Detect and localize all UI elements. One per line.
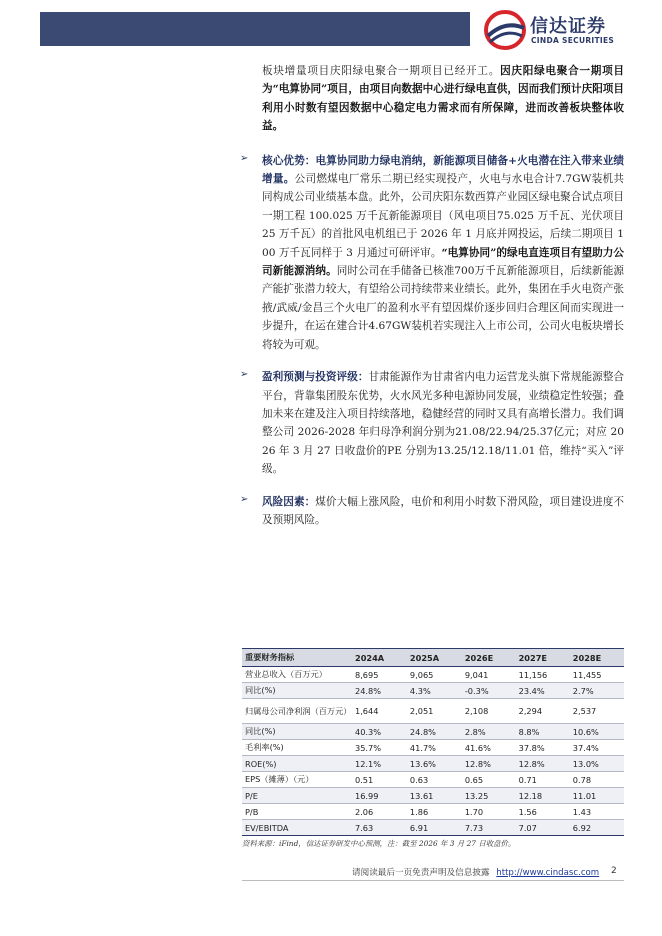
table-cell: 16.99	[352, 788, 407, 804]
table-row-label: 毛利率(%)	[242, 740, 352, 756]
table-cell: 41.6%	[462, 740, 516, 756]
table-cell: 4.3%	[407, 683, 462, 699]
table-cell: 2.7%	[570, 683, 624, 699]
table-row	[242, 788, 624, 804]
financial-table-wrap	[242, 648, 624, 836]
table-cell: 24.8%	[352, 683, 407, 699]
table-cell: 8.8%	[516, 724, 570, 740]
table-cell: 12.8%	[516, 756, 570, 772]
logo-text-en: CINDA SECURITIES	[531, 36, 615, 45]
table-row-label: 同比(%)	[242, 724, 352, 740]
table-cell: 40.3%	[352, 724, 407, 740]
table-cell: 0.65	[462, 772, 516, 788]
table-cell: 1,644	[352, 699, 407, 724]
arrow-bullet-icon: ➢	[240, 152, 249, 164]
bullet-head: 核心优势：电算协同助力绿电消纳，新能源项目储备+火电潜在注入带来业绩增量。	[262, 154, 624, 186]
table-header-cell: 2025A	[407, 649, 462, 667]
table-header-cell: 2026E	[462, 649, 516, 667]
footer	[352, 866, 599, 878]
table-cell: 11,455	[570, 667, 624, 683]
table-header-cell: 2028E	[570, 649, 624, 667]
table-cell: 7.73	[462, 820, 516, 836]
source-note: 资料来源：iFind，信达证券研发中心预测，注：截至 2026 年 3 月 27 日收盘价。	[242, 839, 516, 848]
table-row	[242, 820, 624, 836]
bullet-bold: “电算协同”的绿电直连项目有望助力公司新能源消纳。	[262, 246, 625, 278]
footer-url-link[interactable]: http://www.cindasc.com	[496, 868, 600, 878]
table-cell: 12.8%	[462, 756, 516, 772]
table-header-cell: 重要财务指标	[242, 649, 352, 667]
table-row	[242, 804, 624, 820]
intro-bold-text: 因庆阳绿电聚合一期项目为“电算协同”项目，由项目向数据中心进行绿电直供，因而我们预计庆阳项目利用小时数有望因数据中心稳定电力需求而有所保障，进而改善板块整体收益。	[262, 65, 625, 133]
bullet-earnings-forecast	[240, 368, 625, 478]
table-cell: 9,065	[407, 667, 462, 683]
table-cell: 10.6%	[570, 724, 624, 740]
table-cell: 0.78	[570, 772, 624, 788]
table-row	[242, 699, 624, 724]
table-cell: 13.6%	[407, 756, 462, 772]
table-cell: 2.06	[352, 804, 407, 820]
table-cell: 13.61	[407, 788, 462, 804]
bullet-core-advantage	[240, 152, 625, 354]
table-cell: 12.18	[516, 788, 570, 804]
table-body	[242, 667, 624, 836]
table-cell: 1.43	[570, 804, 624, 820]
table-cell: 37.4%	[570, 740, 624, 756]
bullet-head: 盈利预测与投资评级：	[262, 371, 369, 384]
table-row	[242, 772, 624, 788]
table-cell: 7.07	[516, 820, 570, 836]
table-row-label: 归属母公司净利润（百万元）	[242, 699, 352, 724]
table-row-label: EPS（摊薄）（元）	[242, 772, 352, 788]
table-row	[242, 756, 624, 772]
table-header-row	[242, 649, 624, 667]
header-bar	[40, 12, 470, 46]
main-content	[240, 62, 625, 529]
table-cell: 41.7%	[407, 740, 462, 756]
bullet-risk-factors-text	[262, 493, 624, 530]
page-number: 2	[611, 866, 617, 876]
table-cell: 2,051	[407, 699, 462, 724]
table-row	[242, 724, 624, 740]
table-cell: 2,294	[516, 699, 570, 724]
table-row-label: P/E	[242, 788, 352, 804]
table-cell: 0.63	[407, 772, 462, 788]
bullet-earnings-forecast-text	[262, 368, 624, 478]
table-row	[242, 683, 624, 699]
table-cell: 1.86	[407, 804, 462, 820]
cinda-logo	[484, 10, 634, 50]
table-cell: 24.8%	[407, 724, 462, 740]
table-cell: 37.8%	[516, 740, 570, 756]
table-cell: 7.63	[352, 820, 407, 836]
table-header-cell: 2027E	[516, 649, 570, 667]
table-cell: 12.1%	[352, 756, 407, 772]
table-cell: 2.8%	[462, 724, 516, 740]
table-row-label: ROE(%)	[242, 756, 352, 772]
table-row-label: 同比(%)	[242, 683, 352, 699]
table-cell: 1.56	[516, 804, 570, 820]
table-cell: 8,695	[352, 667, 407, 683]
table-cell: 0.51	[352, 772, 407, 788]
financial-indicators-table	[242, 648, 624, 836]
table-cell: -0.3%	[462, 683, 516, 699]
table-cell: 11,156	[516, 667, 570, 683]
table-cell: 2,537	[570, 699, 624, 724]
bullet-body: 甘肃能源作为甘肃省内电力运营龙头旗下常规能源整合平台，背靠集团股东优势，火水风光多种电源协同发展，业绩稳定性较强；叠加未来在建及注入项目持续落地，稳健经营的同时又具有高增长潜力。我们调整公司 2026-2028 年归母净利润分别为21.08/22.94/25.37亿元；对应 2026 年 3 月 27 日收盘价的PE 分别为13.25/12.18/11.01 倍，维持“买入”评级。	[262, 371, 625, 476]
table-cell: 9,041	[462, 667, 516, 683]
table-cell: 0.71	[516, 772, 570, 788]
table-cell: 6.91	[407, 820, 462, 836]
footer-divider	[242, 880, 624, 881]
cinda-logo-mark-icon	[484, 10, 526, 50]
arrow-bullet-icon: ➢	[240, 493, 249, 505]
footer-disclaimer: 请阅读最后一页免责声明及信息披露	[352, 868, 490, 878]
bullet-body: 煤价大幅上涨风险，电价和利用小时数下滑风险，项目建设进度不及预期风险。	[262, 495, 625, 526]
table-row-label: P/B	[242, 804, 352, 820]
bullet-risk-factors	[240, 493, 625, 530]
table-row	[242, 740, 624, 756]
arrow-bullet-icon: ➢	[240, 369, 249, 381]
table-cell: 13.0%	[570, 756, 624, 772]
intro-text: 板块增量项目庆阳绿电聚合一期项目已经开工。	[262, 65, 501, 77]
table-row	[242, 667, 624, 683]
table-cell: 23.4%	[516, 683, 570, 699]
table-header-cell: 2024A	[352, 649, 407, 667]
intro-paragraph	[262, 62, 624, 136]
bullet-core-advantage-text	[262, 152, 624, 354]
table-cell: 11.01	[570, 788, 624, 804]
table-row-label: EV/EBITDA	[242, 820, 352, 836]
bullet-body-2: 同时公司在手储备已核准700万千瓦新能源项目，后续新能源产能扩张潜力较大，有望给公司持续带来业绩长。此外，集团在手火电资产张掖/武威/金昌三个火电厂的盈利水平有望因煤价逐步回归合理区间而实现进一步提升，在运在建合计4.67GW装机若实现注入上市公司，公司火电板块增长将较为可观。	[262, 265, 625, 351]
table-cell: 2,108	[462, 699, 516, 724]
table-row-label: 营业总收入（百万元）	[242, 667, 352, 683]
logo-text-cn: 信达证券	[530, 16, 606, 37]
bullet-head: 风险因素：	[262, 495, 316, 508]
table-cell: 13.25	[462, 788, 516, 804]
table-cell: 1.70	[462, 804, 516, 820]
table-cell: 35.7%	[352, 740, 407, 756]
bullet-body: 公司燃煤电厂常乐二期已经实现投产，火电与水电合计7.7GW装机共同构成公司业绩基本盘。此外，公司庆阳东数西算产业园区绿电聚合试点项目一期工程 100.025 万千瓦新能源项目（风电项目75.025 万千瓦、光伏项目 25 万千瓦）的首批风电机组已于 2026 年 1 月底并网投运，后续二期项目 100 万千瓦同样于 3 月通过可研评审。	[262, 173, 625, 259]
table-cell: 6.92	[570, 820, 624, 836]
